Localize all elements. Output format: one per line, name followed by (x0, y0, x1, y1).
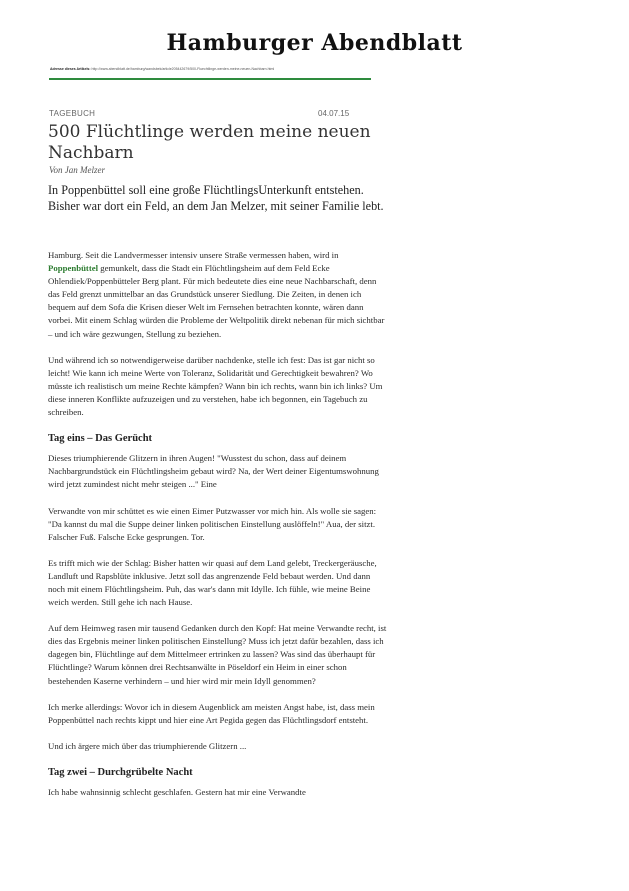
article-byline: Von Jan Melzer (49, 165, 105, 175)
address-label: Adresse dieses Artikels: (50, 67, 91, 71)
subheading-day-one: Tag eins – Das Gerücht (48, 433, 153, 445)
paragraph: Ich merke allerdings: Wovor ich in diesem Augenblick am meisten Angst habe, ist, dass mein Poppenbüttel nach rechts kippt und hier eine Art Pegida gegen das Flüchtlingsdorf entsteht. (48, 701, 375, 725)
paragraph: Und ich ärgere mich über das triumphierende Glitzern ... (48, 740, 247, 751)
paragraph: Dieses triumphierende Glitzern in ihren Augen! "Wusstest du schon, dass auf deinem Nachbargrundstück ein Flüchtlingsheim gebaut wird? Na, der Wert deiner Eigentumswohnung wird jetzt zumindest nicht mehr steigen ..." Eine (48, 453, 379, 490)
paragraph (48, 249, 388, 341)
paragraph: Und während ich so notwendigerweise darüber nachdenke, stelle ich fest: Das ist gar nicht so leicht! Wie kann ich meine Werte von Toleranz, Solidarität und Gerechtigkeit bewahren? Wo müsste ich realistisch um meine Rechte kämpfen? Wann bin ich rechts, wann bin ich links? Um diese inneren Konflikte aufzuzeigen und zu verstehen, habe ich begonnen, ein Tagebuch zu schreiben. (48, 354, 383, 418)
paragraph: Verwandte von mir schüttet es wie einen Eimer Putzwasser vor mich hin. Als wolle sie sagen: "Da kannst du mal die Suppe deiner linken politischen Einstellung auslöffeln!" Aua, der sitzt. Falscher Fuß. Falsche Ecke gesprungen. Tor. (48, 505, 377, 542)
paragraph: Es trifft mich wie der Schlag: Bisher hatten wir quasi auf dem Land gelebt, Treckergeräusche, Landluft und Rapsblüte inklusive. Jetzt soll das angrenzende Feld bebaut werden. Und dann noch mit einem Flüchtlingsheim. Puh, das war's dann mit Idylle. Ich fühle, wie meine Beine weich werden. Still gehe ich nach Hause. (48, 557, 377, 608)
article-body (48, 249, 388, 812)
newspaper-logo[interactable]: Hamburger Abendblatt (166, 30, 463, 56)
paragraph-text: gemunkelt, dass die Stadt ein Flüchtlingsheim auf dem Feld Ecke Ohlendiek/Poppenbütteler Berg plant. Für mich bedeutete dies eine neue Nachbarschaft, denn das Feld grenzt unmittelbar an das Grundstück unserer Siedlung. Die Zeiten, in denen ich bequem auf dem Sofa die Krisen dieser Welt im Fernsehen betrachten konnte, wären dann vorbei. Mit einem Schlag würden die Probleme der Weltpolitik direkt nebenan für mich sichtbar – und ich wäre gezwungen, Stellung zu beziehen. (48, 263, 385, 339)
paragraph-text: Hamburg. Seit die Landvermesser intensiv unsere Straße vermessen haben, wird in (48, 250, 339, 260)
poppenbuettel-link[interactable]: Poppenbüttel (48, 263, 99, 274)
publish-date: 04.07.15 (318, 109, 350, 118)
paragraph: Ich habe wahnsinnig schlecht geschlafen. Gestern hat mir eine Verwandte (48, 787, 306, 797)
address-url[interactable]: http://www.abendblatt.de/hamburg/wandsbek/article205442679/500-Fluechtlinge-werden-meine-neuen-Nachbarn.html (91, 67, 275, 71)
section-label[interactable]: TAGEBUCH (49, 109, 96, 118)
subheading-day-two: Tag zwei – Durchgrübelte Nacht (48, 766, 193, 778)
article-address (50, 67, 380, 77)
article-title: 500 Flüchtlinge werden meine neuen Nachbarn (48, 122, 371, 163)
header-divider (49, 78, 371, 80)
paragraph: Auf dem Heimweg rasen mir tausend Gedanken durch den Kopf: Hat meine Verwandte recht, ist dies das Ergebnis meiner linken politischen Einstellung? Muss ich jetzt dafür bezahlen, dass ich dagegen bin, Flüchtlinge auf dem Mittelmeer ertrinken zu lassen? Was sind das überhaupt für Flüchtlinge? Warum können drei Rechtsanwälte in Pöseldorf ein Heim in einer schon bestehenden Kaserne verhindern – und hier wird mir mein Idyll genommen? (48, 623, 387, 686)
article-teaser: In Poppenbüttel soll eine große FlüchtlingsUnterkunft entstehen. Bisher war dort ein Feld, an dem Jan Melzer, mit seiner Familie lebt. (48, 183, 384, 213)
